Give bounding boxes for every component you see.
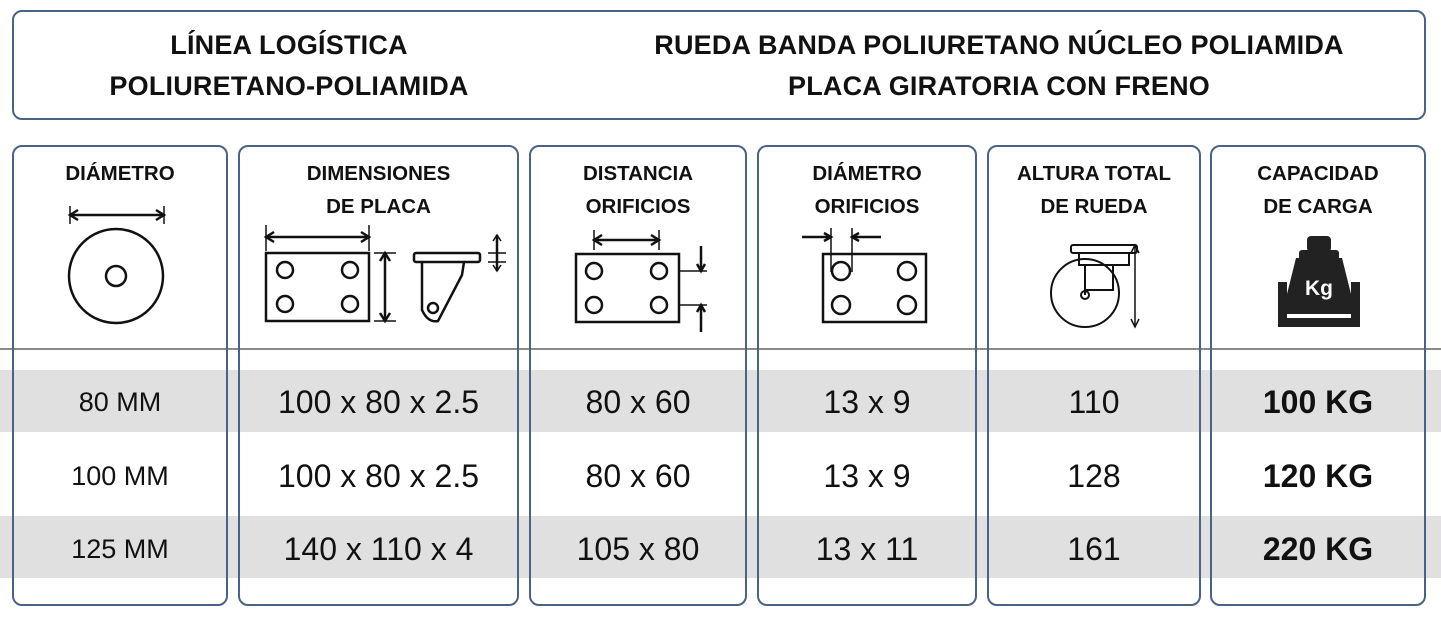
column-title-plate: DIMENSIONES DE PLACA [306,162,451,218]
column-title-capacity: CAPACIDAD DE CARGA [1257,162,1379,218]
cell-hole-distance: 80 x 60 [585,458,691,494]
cell-plate: 140 x 110 x 4 [283,531,474,567]
cell-plate: 100 x 80 x 2.5 [277,384,480,420]
hole-distance-icon [529,220,747,370]
wheel-description: RUEDA BANDA POLIURETANO NÚCLEO POLIAMIDA [654,30,1344,60]
cell-hole-diameter: 13 x 9 [823,458,911,494]
cell-hole-distance: 80 x 60 [585,384,691,420]
cell-diameter: 125 MM [71,534,169,564]
cell-diameter: 80 MM [78,387,162,417]
weight-kg-icon [1210,232,1426,382]
plate-description: PLACA GIRATORIA CON FRENO [788,71,1210,101]
title-header [12,10,1426,120]
cell-capacity: 120 KG [1262,458,1374,494]
caster-height-icon [987,235,1201,385]
cell-height: 110 [1068,384,1120,420]
kg-label: Kg [1305,277,1333,300]
cell-diameter: 100 MM [71,461,169,491]
column-title-height: ALTURA TOTAL DE RUEDA [1016,162,1172,218]
wheel-diameter-icon [12,200,228,350]
cell-height: 161 [1067,531,1121,567]
cell-hole-diameter: 13 x 11 [815,531,919,567]
cell-capacity: 220 KG [1262,531,1374,567]
cell-capacity: 100 KG [1262,384,1374,420]
cell-height: 128 [1067,458,1121,494]
cell-plate: 100 x 80 x 2.5 [277,458,480,494]
cell-hole-distance: 105 x 80 [576,531,700,567]
product-line-title: LÍNEA LOGÍSTICA [170,30,408,60]
column-title-hole-distance: DISTANCIA ORIFICIOS [582,162,694,218]
plate-dimensions-icon [238,215,519,365]
cell-hole-diameter: 13 x 9 [823,384,911,420]
hole-diameter-icon [757,220,977,370]
column-title-diameter: DIÁMETRO [65,162,175,185]
material-subtitle: POLIURETANO-POLIAMIDA [109,71,469,101]
column-title-hole-diameter: DIÁMETRO ORIFICIOS [812,162,922,218]
